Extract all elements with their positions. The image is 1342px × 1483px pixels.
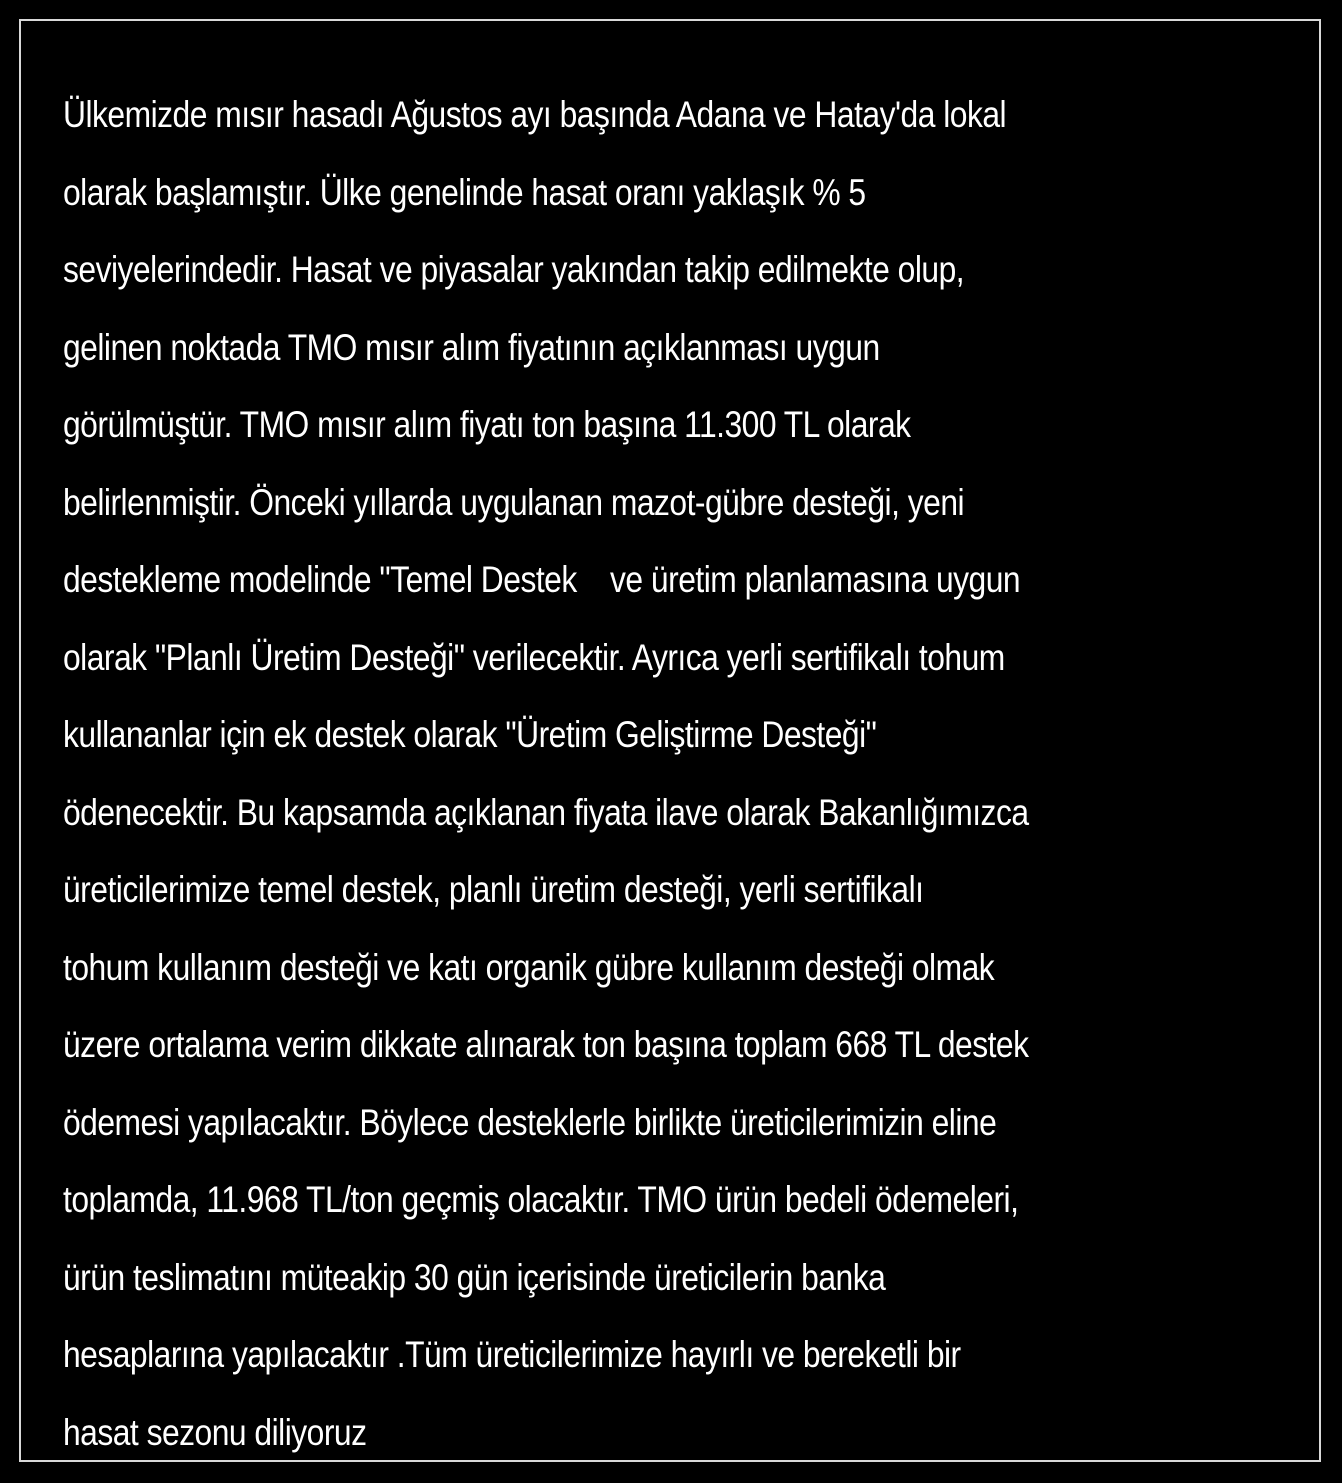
text-line: belirlenmiştir. Önceki yıllarda uygulanan mazot-gübre desteği, yeni bbox=[63, 481, 965, 523]
text-line: olarak başlamıştır. Ülke genelinde hasat oranı yaklaşık % 5 bbox=[63, 171, 866, 213]
text-line: üreticilerimize temel destek, planlı üretim desteği, yerli sertifikalı bbox=[63, 869, 924, 910]
text-line: toplamda, 11.968 TL/ton geçmiş olacaktır. TMO ürün bedeli ödemeleri, bbox=[63, 1179, 1019, 1220]
text-line: kullananlar için ek destek olarak "Üretim Geliştirme Desteği" bbox=[63, 714, 877, 755]
text-line: seviyelerindedir. Hasat ve piyasalar yakından takip edilmekte olup, bbox=[63, 249, 965, 290]
text-line: üzere ortalama verim dikkate alınarak ton başına toplam 668 TL destek bbox=[63, 1024, 1029, 1065]
text-line: destekleme modelinde "Temel Destek ve üretim planlamasına uygun bbox=[63, 559, 1021, 600]
text-line: görülmüştür. TMO mısır alım fiyatı ton başına 11.300 TL olarak bbox=[63, 404, 911, 445]
text-line: Ülkemizde mısır hasadı Ağustos ayı başında Adana ve Hatay'da lokal bbox=[63, 94, 1007, 135]
text-line: ürün teslimatını müteakip 30 gün içerisinde üreticilerin banka bbox=[63, 1256, 886, 1298]
text-line: gelinen noktada TMO mısır alım fiyatının açıklanması uygun bbox=[63, 326, 880, 368]
text-line: tohum kullanım desteği ve katı organik gübre kullanım desteği olmak bbox=[63, 946, 995, 988]
document-frame bbox=[19, 19, 1321, 1462]
text-line: ödenecektir. Bu kapsamda açıklanan fiyata ilave olarak Bakanlığımızca bbox=[63, 791, 1029, 833]
announcement-text bbox=[63, 76, 1129, 1471]
text-line: ödemesi yapılacaktır. Böylece desteklerle birlikte üreticilerimizin eline bbox=[63, 1101, 997, 1143]
text-line: hasat sezonu diliyoruz bbox=[63, 1411, 367, 1453]
text-line: hesaplarına yapılacaktır .Tüm üreticilerimize hayırlı ve bereketli bir bbox=[63, 1334, 961, 1375]
text-line: olarak "Planlı Üretim Desteği" verilecektir. Ayrıca yerli sertifikalı tohum bbox=[63, 636, 1005, 678]
